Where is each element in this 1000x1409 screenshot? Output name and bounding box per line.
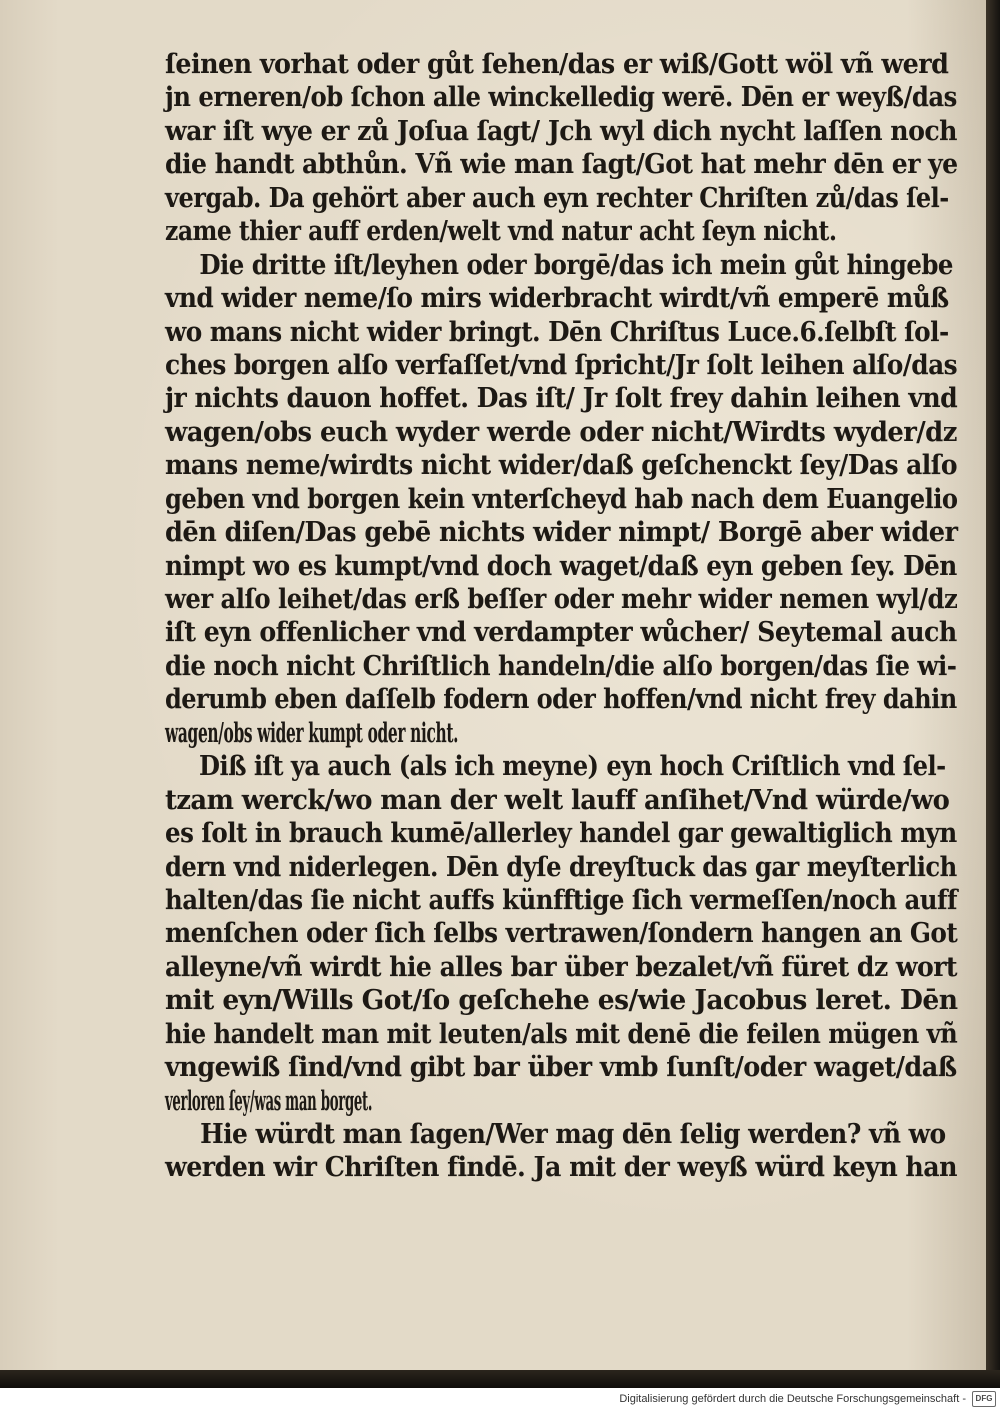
text-line: wagen/obs wider kumpt oder nicht. <box>165 717 459 749</box>
text-line: vergab. Da gehört aber auch eyn rechter Chriſten zů/das ſel- <box>165 182 949 214</box>
text-line: Hie würdt man ſagen/Wer mag dēn ſelig werden? vñ wo <box>200 1119 946 1150</box>
text-line: hie handelt man mit leuten/als mit denē die feilen mügen vñ <box>165 1018 958 1050</box>
text-line: dēn diſen/Das gebē nichts wider nimpt/ Borgē aber wider <box>165 517 958 549</box>
text-line: werden wir Chriſten findē. Ja mit der weyß würd keyn han <box>165 1152 957 1184</box>
text-line: vnd wider neme/ſo mirs widerbracht wirdt/vñ emperē můß <box>165 283 949 315</box>
footer-bar <box>0 1388 1000 1409</box>
text-line: nimpt wo es kumpt/vnd doch waget/daß eyn geben ſey. Dēn <box>165 550 957 582</box>
text-line: verloren ſey/was man borget. <box>165 1085 373 1117</box>
text-line: geben vnd borgen kein vnterſcheyd hab nach dem Euangelio <box>165 483 958 515</box>
text-line: derumb eben daſſelb fodern oder hoffen/vnd nicht frey dahin <box>165 684 957 716</box>
text-line: vngewiß ſind/vnd gibt bar über vmb ſunſt/oder waget/daß <box>165 1052 957 1084</box>
dfg-logo-label: DFG <box>975 1394 993 1403</box>
text-line: Diß iſt ya auch (als ich meyne) eyn hoch Criſtlich vnd ſel- <box>199 751 946 783</box>
text-line: dern vnd niderlegen. Dēn dyſe dreyſtuck das gar meyſterlich <box>165 851 957 883</box>
text-line: ſeinen vorhat oder gůt ſehen/das er wiß/Gott wöl vñ werd <box>165 49 949 80</box>
footer-credit: Digitalisierung gefördert durch die Deutsche Forschungsgemeinschaft - <box>619 1392 966 1405</box>
text-line: mit eyn/Wills Got/ſo geſchehe es/wie Jacobus leret. Dēn <box>165 985 958 1017</box>
text-line: wo mans nicht wider bringt. Dēn Chriſtus Luce.6.ſelbſt ſol- <box>165 316 949 348</box>
text-line: alleyne/vñ wirdt hie alles bar über bezalet/vñ füret dz wort <box>165 951 957 983</box>
text-line: zame thier auff erden/welt vnd natur acht ſeyn nicht. <box>165 216 837 248</box>
text-line: wer alſo leihet/das erß beſſer oder mehr wider nemen wyl/dz <box>165 584 958 615</box>
dfg-logo <box>972 1391 996 1407</box>
text-line: war iſt wye er zů Joſua ſagt/ Jch wyl dich nycht laſſen noch <box>165 115 957 147</box>
text-line: iſt eyn offenlicher vnd verdampter wůcher/ Seytemal auch <box>165 617 957 649</box>
page-edge-shadow <box>986 0 1000 1388</box>
text-block <box>165 48 965 1185</box>
text-line: ches borgen alſo verfaſſet/vnd ſpricht/Jr ſolt leihen alſo/das <box>165 349 958 381</box>
text-line: jn erneren/ob ſchon alle winckelledig werē. Dēn er weyß/das <box>165 82 957 114</box>
text-line: halten/das ſie nicht auffs künfftige ſich vermeſſen/noch auff <box>165 884 957 916</box>
text-line: menſchen oder ſich ſelbs vertrawen/ſondern hangen an Got <box>165 918 958 950</box>
text-line: jr nichts dauon hoffet. Das iſt/ Jr ſolt frey dahin leihen vnd <box>165 383 958 415</box>
text-line: mans neme/wirdts nicht wider/daß geſchenckt ſey/Das alſo <box>165 450 958 482</box>
text-line: es ſolt in brauch kumē/allerley handel gar gewaltiglich myn <box>165 818 957 850</box>
text-line: tzam werck/wo man der welt lauff anſihet/Vnd würde/wo <box>165 784 950 816</box>
text-line: Die dritte iſt/leyhen oder borgē/das ich mein gůt hingebe <box>199 249 953 281</box>
page-bottom-edge <box>0 1370 1000 1388</box>
text-line: die noch nicht Chriſtlich handeln/die alſo borgen/das ſie wi- <box>165 650 957 682</box>
text-line: wagen/obs euch wyder werde oder nicht/Wirdts wyder/dz <box>165 416 957 448</box>
text-line: die handt abthůn. Vñ wie man ſagt/Got hat mehr dēn er ye <box>165 149 958 181</box>
